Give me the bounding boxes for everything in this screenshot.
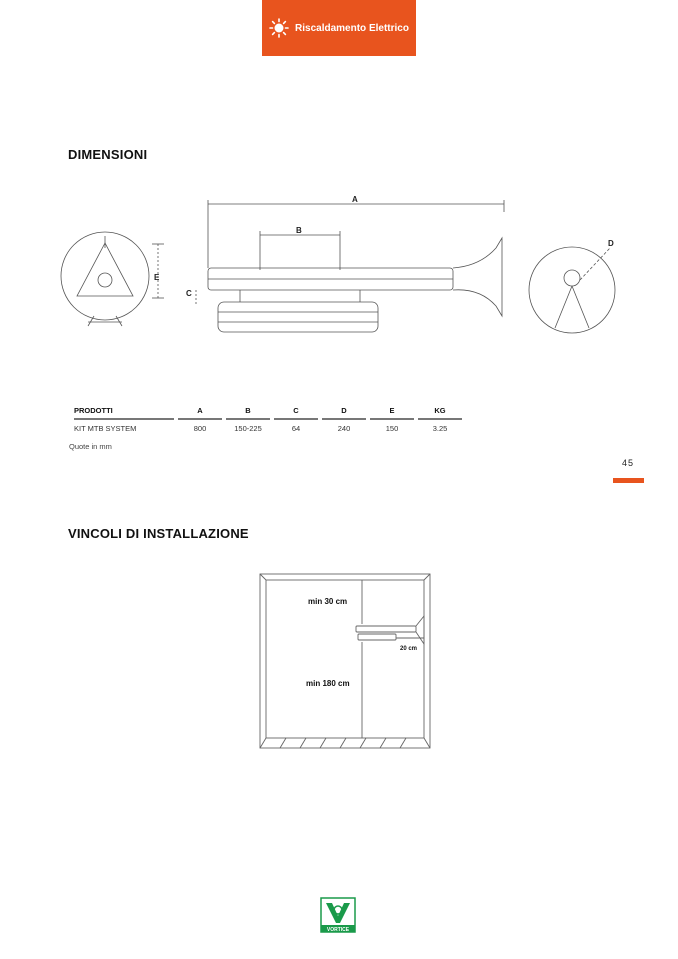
cell-kg: 3.25 — [432, 424, 448, 433]
col-kg: KG — [418, 406, 462, 420]
category-label: Riscaldamento Elettrico — [295, 22, 409, 34]
installation-diagram — [258, 572, 434, 752]
col-a: A — [178, 406, 222, 420]
label-a: A — [352, 195, 358, 204]
cell-c: 64 — [291, 424, 301, 433]
col-d: D — [322, 406, 366, 420]
label-d: D — [608, 239, 614, 248]
label-c: C — [186, 289, 192, 298]
cell-a: 800 — [193, 424, 207, 433]
dimensions-title: DIMENSIONI — [68, 147, 148, 162]
specs-table — [70, 406, 466, 433]
label-b: B — [296, 226, 302, 235]
table-header-row — [74, 406, 462, 420]
table-row — [74, 420, 462, 433]
installation-title: VINCOLI DI INSTALLAZIONE — [68, 526, 249, 541]
label-e: E — [154, 273, 160, 282]
col-c: C — [274, 406, 318, 420]
min-bottom-label: min 180 cm — [306, 679, 350, 688]
cell-product: KIT MTB SYSTEM — [74, 424, 137, 433]
category-tab — [262, 0, 416, 56]
min-top-label: min 30 cm — [308, 597, 348, 606]
page-number: 45 — [622, 458, 635, 468]
units-note: Quote in mm — [69, 442, 112, 451]
logo-text: VORTICE — [326, 927, 350, 933]
cell-e: 150 — [385, 424, 399, 433]
dimensions-drawing — [60, 188, 620, 348]
sun-icon — [269, 18, 289, 38]
side-distance-label: 20 cm — [400, 646, 418, 652]
cell-b: 150-225 — [234, 424, 262, 433]
vortice-logo — [320, 897, 356, 933]
col-b: B — [226, 406, 270, 420]
cell-d: 240 — [337, 424, 351, 433]
col-prodotti: PRODOTTI — [74, 406, 174, 420]
page-accent-bar — [613, 478, 644, 483]
col-e: E — [370, 406, 414, 420]
